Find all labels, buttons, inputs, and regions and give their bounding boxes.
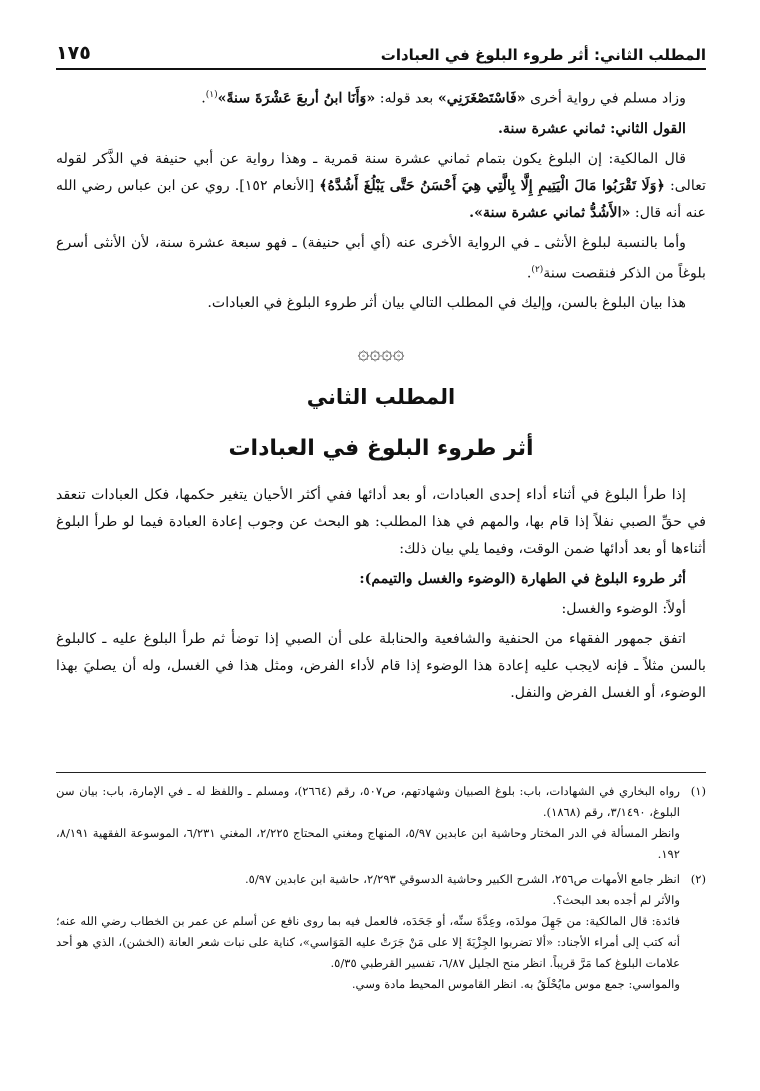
hadith-quote: «الأَشُدُّ ثماني عشرة سنة». [469, 204, 631, 221]
paragraph: اتفق جمهور الفقهاء من الحنفية والشافعية والحنابلة على أن الصبي إذا توضأ ثم طرأ البلوغ عليه ـ كالبلوغ بالسن مثلاً ـ فإنه لايجب عليه إعادة هذا الوضوء إذا قام لأداء الفرض، ومثل هذا في الغسل، وله أن يصليَ بهذا الوضوء، أو الغسل الفرض والنفل. [56, 631, 706, 702]
running-title: المطلب الثاني: أثر طروء البلوغ في العبادات [380, 46, 706, 64]
footnote-line: انظر جامع الأمهات ص٢٥٦، الشرح الكبير وحاشية الدسوقي ٢/٢٩٣، حاشية ابن عابدين ٥/٩٧. [244, 872, 680, 886]
text-span: . [526, 265, 532, 282]
paragraph [56, 230, 706, 288]
text-span: بعد قوله: [375, 90, 438, 107]
ornament-icon: ۞ [381, 340, 393, 365]
footnote-ref: (٢) [531, 264, 544, 275]
footnote-number: (٢) [690, 872, 706, 886]
paragraph [56, 146, 706, 227]
footnote-ref: (١) [205, 90, 218, 100]
text-span: قال المالكية: إن البلوغ يكون بتمام ثماني عشرة سنة قمرية ـ وهذا رواية عن أبي حنيفة في الذَّكر لقوله تعالى: [56, 150, 706, 194]
paragraph: إذا طرأ البلوغ في أثناء أداء إحدى العبادات، أو بعد أدائها ففي أكثر الأحيان يتغير حكمها، فكل العبادات تنعقد في حقِّ الصبي نفلاً إذا قام بها، والمهم في هذا المطلب: هو البحث عن وجوب إعادة العبادة فيما لو طرأ البلوغ أثناءها أو بعد أدائها ضمن الوقت، وفيما يلي بيان ذلك: [56, 487, 706, 558]
page-header [56, 38, 706, 70]
main-text [56, 82, 706, 707]
section-title: المطلب الثاني [306, 385, 456, 410]
paragraph: هذا بيان البلوغ بالسن، وإليك في المطلب التالي بيان أثر طروء البلوغ في العبادات. [207, 295, 686, 312]
subheading-numbered: أولاً: الوضوء والغسل: [561, 601, 686, 618]
footnote-line: رواه البخاري في الشهادات، باب: بلوغ الصبيان وشهادتهم، ص٥٠٧، رقم (٢٦٦٤)، ومسلم ـ واللفظ له ـ في الإمارة، باب: بيان سن البلوغ، ٣/١٤٩٠، رقم (١٨٦٨). [56, 784, 681, 819]
text-span: وأما بالنسبة لبلوغ الأنثى ـ في الرواية الأخرى عنه (أي أبي حنيفة) ـ فهو سبعة عشرة سنة، لأن الأنثى أسرع بلوغاً من الذكر فنقصت سنة [56, 234, 706, 282]
ornament-icon: ۞ [357, 340, 370, 365]
text-span: [الأنعام ١٥٢]. روي عن ابن عباس رضي الله عنه أنه قال: [56, 177, 706, 221]
footnote-line: فائدة: قال المالكية: من جَهِلَ مولدَه، وعِدَّةَ سنِّه، أو جَحَدَه، فالعمل فيه بما روى نافع عن أسلم عن عمر بن الخطاب رضي الله عنه؛ أنه كتب إلى أمراء الأجناد: «ألا تضربوا الجِزْيَةَ إلا على مَنْ جَرَتْ عليه المَوَاسي»، كناية على نبات شعر العانة (الخشن)، الذي هو أحد علامات البلوغ كما مَرَّ قريباً. انظر منح الجليل ٦/٨٧، تفسير القرطبي ٥/٣٥. [56, 914, 680, 970]
footnote-line: والمواسي: جمع موس مايُحْلَقُ به. انظر القاموس المحيط مادة وسي. [351, 977, 680, 991]
footnote-body [56, 869, 680, 995]
text-span: . [201, 90, 206, 107]
section-divider [56, 339, 706, 366]
footnote-number: (١) [690, 784, 706, 798]
footnote-line: والأثر لم أجده بعد البحث؟. [552, 893, 680, 907]
subheading: أثر طروء البلوغ في الطهارة (الوضوء والغسل والتيمم): [359, 571, 686, 588]
paragraph [56, 82, 706, 113]
quran-verse: ﴿وَلَا تَقْرَبُوا مَالَ الْيَتِيمِ إِلَّا بِالَّتِي هِيَ أَحْسَنُ حَتَّى يَبْلُغَ أَشُدَّهُ﴾ [319, 177, 665, 194]
ornament-icon: ۞ [392, 340, 405, 365]
footnote-line: وانظر المسألة في الدر المختار وحاشية ابن عابدين ٥/٩٧، المنهاج ومغني المحتاج ٢/٢٢٥، المغني ٦/٢٣١، الموسوعة الفقهية ٨/١٩١، ١٩٢. [56, 826, 681, 861]
footnote [56, 781, 706, 865]
footnote-body [56, 781, 680, 865]
page-number: ١٧٥ [56, 42, 91, 64]
footnote [56, 869, 706, 995]
section-subtitle: أثر طروء البلوغ في العبادات [228, 436, 534, 462]
hadith-quote: «وَأَنَا ابنُ أربعَ عَشْرَةَ سنةً» [217, 90, 376, 107]
opinion-heading: القول الثاني: ثماني عشرة سنة. [497, 120, 686, 137]
hadith-quote: «فَاسْتَصْغَرَنِي» [437, 90, 526, 107]
ornament-icon: ۞ [369, 340, 381, 365]
text-span: وزاد مسلم في رواية أخرى [525, 90, 686, 107]
footnotes [56, 772, 706, 999]
